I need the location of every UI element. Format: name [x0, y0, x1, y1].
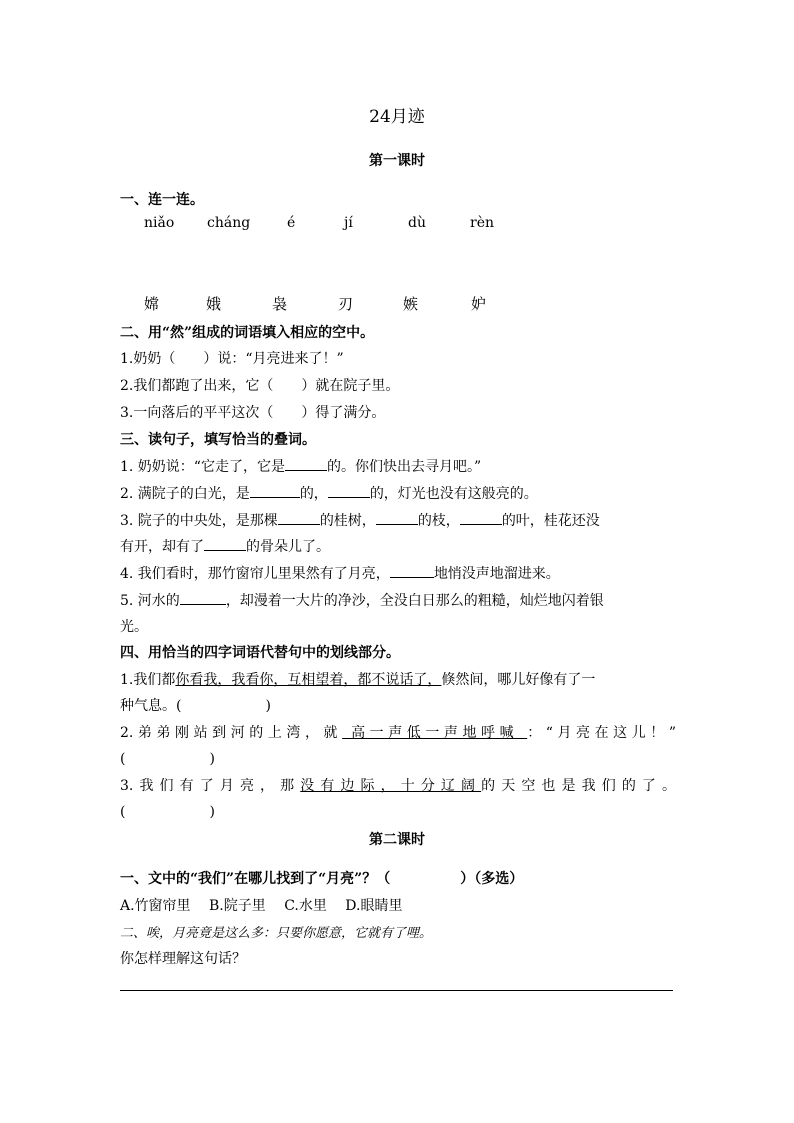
text: 有开，却有了: [120, 539, 204, 555]
char-6: 妒: [471, 295, 487, 313]
text: 的，: [299, 486, 328, 502]
sec4-question-1-cont: 种气息。( ): [120, 698, 271, 714]
char-3: 袅: [272, 295, 288, 313]
text: 的，灯光也没有这般亮的。: [369, 486, 538, 502]
char-2: 娥: [206, 295, 222, 313]
text: 倏然间，哪儿好像有了一: [441, 672, 596, 688]
pinyin-5: dù: [408, 215, 426, 231]
text: 的骨朵儿了。: [246, 539, 330, 555]
text: 1. 奶奶说：“它走了，它是: [120, 459, 285, 475]
section-2-heading: 二、用“然”组成的词语填入相应的空中。: [120, 325, 375, 341]
sec3-question-3-cont: [120, 536, 330, 556]
section-3-heading: 三、读句子，填写恰当的叠词。: [120, 432, 316, 448]
sec4-question-3: [120, 775, 676, 795]
text: 2.弟弟刚站到河的上湾，就: [120, 725, 343, 741]
text: ，却漫着一大片的净沙，全没白日那么的粗糙，灿烂地闪着银: [225, 593, 604, 609]
lesson-1-heading: 第一课时: [369, 153, 425, 169]
fill-blank[interactable]: [328, 483, 370, 498]
section-1-heading: 一、连一连。: [120, 192, 204, 208]
text: 4. 我们看时，那竹窗帘儿里果然有了月亮，: [120, 566, 390, 582]
sec4-question-3-cont: ( ): [120, 804, 215, 820]
pinyin-3: é: [287, 215, 296, 231]
answer-line[interactable]: [120, 990, 673, 991]
sec4-question-2-cont: ( ): [120, 751, 215, 767]
underlined-phrase: 你看我，我看你，互相望着，都不说话了，: [175, 672, 442, 688]
fill-blank[interactable]: [278, 510, 320, 525]
char-1: 嫦: [144, 295, 160, 313]
text: 地悄没声地溜进来。: [433, 566, 560, 582]
sec4-question-1: [120, 669, 595, 689]
sec6-question: 你怎样理解这句话？: [120, 951, 246, 967]
text: 2. 满院子的白光，是: [120, 486, 250, 502]
lesson-2-heading: 第二课时: [369, 832, 425, 848]
fill-blank[interactable]: [204, 536, 246, 551]
section-5-heading: 一、文中的“我们”在哪儿找到了“月亮”？（ ）（多选）: [120, 871, 524, 887]
underlined-phrase: 高一声低一声地呼喊: [342, 725, 528, 741]
section-4-heading: 四、用恰当的四字词语代替句中的划线部分。: [120, 645, 400, 661]
underlined-phrase: 没有边际，十分辽阔: [300, 778, 482, 794]
sec3-question-4: [120, 563, 560, 583]
fill-blank[interactable]: [376, 510, 418, 525]
text: 5. 河水的: [120, 593, 180, 609]
page-title: 24月迹: [369, 107, 425, 127]
text: 的桂树，: [319, 513, 376, 529]
text: 的。你们快出去寻月吧。”: [326, 459, 482, 475]
text: 3. 院子的中央处，是那棵: [120, 513, 278, 529]
sec3-question-5: [120, 590, 604, 610]
sec3-question-5-cont: 光。: [120, 619, 148, 635]
pinyin-4: jí: [344, 215, 353, 231]
sec2-question-3: 3.一向落后的平平这次（ ）得了满分。: [120, 405, 386, 421]
text: ：“月亮在这儿！”: [527, 725, 676, 741]
fill-blank[interactable]: [390, 563, 434, 578]
fill-blank[interactable]: [250, 483, 300, 498]
sec5-options: A.竹窗帘里 B.院子里 C.水里 D.眼睛里: [120, 898, 403, 914]
sec4-question-2: [120, 722, 676, 742]
section-6-heading: 二、唉，月亮竟是这么多：只要你愿意，它就有了哩。: [120, 926, 433, 941]
pinyin-2: cháng: [207, 215, 251, 231]
fill-blank[interactable]: [285, 456, 327, 471]
text: 1.我们都: [120, 672, 176, 688]
sec2-question-2: 2.我们都跑了出来，它（ ）就在院子里。: [120, 378, 400, 394]
sec3-question-2: [120, 483, 538, 503]
text: 3.我们有了月亮，那: [120, 778, 301, 794]
sec2-question-1: 1.奶奶（ ）说：“月亮进来了！”: [120, 351, 344, 367]
text: 的枝，: [417, 513, 460, 529]
pinyin-6: rèn: [470, 215, 494, 231]
text: 的天空也是我们的了。: [481, 778, 677, 794]
fill-blank[interactable]: [180, 590, 226, 605]
text: 的叶，桂花还没: [501, 513, 600, 529]
sec3-question-1: [120, 456, 481, 476]
char-5: 嫉: [403, 295, 419, 313]
pinyin-1: niǎo: [144, 215, 175, 231]
fill-blank[interactable]: [460, 510, 502, 525]
char-4: 刃: [338, 295, 354, 313]
sec3-question-3: [120, 510, 600, 530]
